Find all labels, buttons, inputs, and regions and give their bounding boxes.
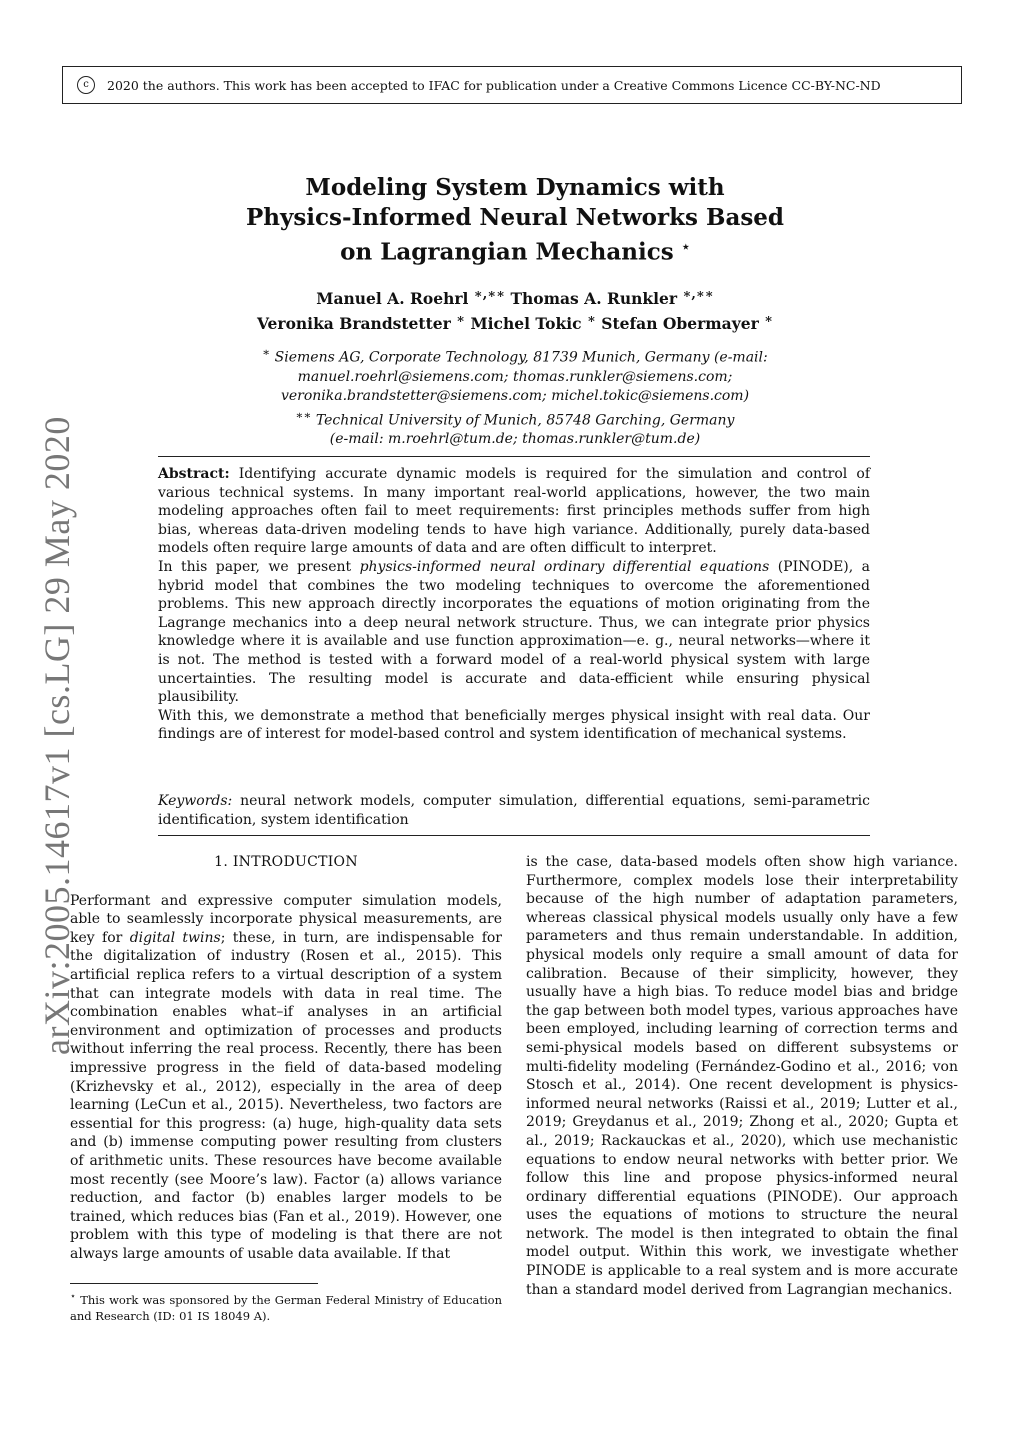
abstract-p2-start: In this paper, we present [158, 558, 352, 575]
author-runkler-mark: ∗,∗∗ [682, 287, 714, 302]
affiliation-line-1 [200, 343, 830, 368]
license-box [62, 66, 962, 104]
author-brandstetter: Veronika Brandstetter [256, 314, 451, 334]
title-line-1: Modeling System Dynamics with [305, 174, 725, 201]
author-list [160, 284, 870, 334]
affiliation-line-2: manuel.roehrl@siemens.com; thomas.runkler@siemens.com; [297, 368, 733, 385]
affiliation-line-4-text: Technical University of Munich, 85748 Garching, Germany [315, 412, 735, 429]
author-roehrl-mark: ∗,∗∗ [473, 287, 506, 302]
copyright-icon: c [77, 76, 95, 94]
abstract-paragraph-1 [158, 465, 870, 558]
author-obermayer: Stefan Obermayer [601, 314, 759, 334]
keywords-text: neural network models, computer simulation, differential equations, semi-parametric identification, system identification [158, 793, 871, 828]
intro-paragraph-left [70, 892, 502, 1264]
title-line-2: Physics-Informed Neural Networks Based [245, 204, 785, 231]
affiliation-mark-2: ∗∗ [295, 407, 312, 422]
abstract-p2-end: (PINODE), a hybrid model that combines the two modeling techniques to overcome the aforementioned problems. This new approach directly incorporates the equations of motion originating from the Lagrange mechanics into a deep neural network structure. Thus, we can integrate prior physics knowledge where it is available and use function approximation—e. g., neural networks—where it is not. The method is tested with a forward model of a real-world physical system with large uncertainties. The resulting model is accurate and data-efficient while ensuring physical plausibility. [158, 558, 871, 706]
author-line-2 [160, 309, 870, 334]
author-brandstetter-mark: ∗ [456, 312, 466, 328]
keywords [158, 792, 870, 829]
affiliation-line-4 [200, 406, 830, 431]
author-roehrl: Manuel A. Roehrl [316, 289, 469, 309]
intro-left-emphasis: digital twins [129, 929, 221, 946]
abstract-paragraph-2 [158, 558, 870, 707]
author-tokic: Michel Tokic [470, 314, 582, 334]
abstract-top-rule [158, 456, 870, 457]
title-line-3 [160, 233, 870, 268]
arxiv-stamp: arXiv:2005.14617v1 [cs.LG] 29 May 2020 [37, 416, 77, 1055]
abstract-p1-text: Identifying accurate dynamic models is required for the simulation and control of various technical systems. In many important real-world applications, however, the two main modeling approaches often fail to meet requirements: first principles methods suffer from high bias, whereas data-driven modeling tends to have high variance. Additionally, purely data-based models often require large amounts of data and are often difficult to interpret. [158, 466, 870, 557]
footnote-text-line [70, 1289, 502, 1324]
footnote-mark: ⋆ [70, 1291, 76, 1302]
right-column [526, 853, 958, 1299]
keywords-label: Keywords: [158, 793, 233, 809]
abstract [158, 465, 870, 744]
affiliation-line-3: veronika.brandstetter@siemens.com; michel.tokic@siemens.com) [280, 387, 750, 404]
abstract-label: Abstract: [158, 466, 230, 482]
abstract-paragraph-3: With this, we demonstrate a method that beneficially merges physical insight with real data. Our findings are of interest for model-based control and system identification of mechanical systems. [158, 707, 870, 743]
left-column [70, 853, 502, 1263]
author-obermayer-mark: ∗ [764, 312, 774, 328]
intro-paragraph-right: is the case, data-based models often show high variance. Furthermore, complex models lose their interpretability because of the high number of adaptation parameters, whereas classical physical models usually only have a few parameters and thus remain understandable. In addition, physical models only require a small amount of data for calibration. Because of their simplicity, however, they usually have a high bias. To reduce model bias and bridge the gap between both model types, various approaches have been employed, including learning of correction terms and semi-physical models based on different subsystems or multi-fidelity modeling (Fernández-Godino et al., 2016; von Stosch et al., 2014). One recent development is physics-informed neural networks (Raissi et al., 2019; Lutter et al., 2019; Greydanus et al., 2019; Zhong et al., 2020; Gupta et al., 2019; Rackauckas et al., 2020), which use mechanistic equations to endow neural networks with better prior. We follow this line and propose physics-informed neural ordinary differential equations (PINODE). Our approach uses the equations of motions to structure the neural network. The model is then integrated to obtain the final model output. Within this work, we investigate whether PINODE is applicable to a real system and is more accurate than a standard model derived from Lagrangian mechanics. [526, 854, 958, 1298]
author-runkler: Thomas A. Runkler [510, 289, 678, 309]
title-footnote-mark: ⋆ [681, 240, 690, 255]
affiliation-mark-1: ∗ [262, 345, 271, 359]
footnote-text: This work was sponsored by the German Federal Ministry of Education and Research (ID: 01 IS 18049 A). [70, 1292, 502, 1323]
author-tokic-mark: ∗ [586, 312, 596, 328]
footnote-rule [70, 1283, 318, 1284]
abstract-bottom-rule [158, 835, 870, 836]
license-text: 2020 the authors. This work has been accepted to IFAC for publication under a Creative Commons Licence CC-BY-NC-ND [107, 77, 881, 93]
title-line-3-text: on Lagrangian Mechanics [340, 238, 674, 266]
intro-left-end: ; these, in turn, are indispensable for the digitalization of industry (Rosen et al., 2015). This artificial replica refers to a virtual description of a system that can integrate models with data in real time. The combination enables what–if analyses in an artificial environment and optimization of processes and products without inferring the real process. Recently, there has been impressive progress in the field of data-based modeling (Krizhevsky et al., 2012), especially in the area of deep learning (LeCun et al., 2015). Nevertheless, two factors are essential for this progress: (a) huge, high-quality data sets and (b) immense computing power resulting from clusters of arithmetic units. These resources have become available most recently (see Moore’s law). Factor (a) allows variance reduction, and factor (b) enables larger models to be trained, which reduces bias (Fan et al., 2019). However, one problem with this type of modeling is that there are not always large amounts of usable data available. If that [70, 929, 502, 1262]
affiliations [200, 343, 830, 449]
paper-title [160, 173, 870, 268]
abstract-p2-emphasis: physics-informed neural ordinary differential equations [359, 558, 770, 575]
footnote [70, 1289, 502, 1324]
section-heading-introduction: 1. INTRODUCTION [214, 854, 358, 870]
intro-left-start: Performant and expressive computer simulation models, able to seamlessly incorporate physical measurements, are key for [70, 892, 502, 946]
author-line-1 [160, 284, 870, 309]
affiliation-line-5: (e-mail: m.roehrl@tum.de; thomas.runkler@tum.de) [329, 431, 701, 448]
affiliation-line-1-text: Siemens AG, Corporate Technology, 81739 Munich, Germany (e-mail: [274, 349, 768, 366]
